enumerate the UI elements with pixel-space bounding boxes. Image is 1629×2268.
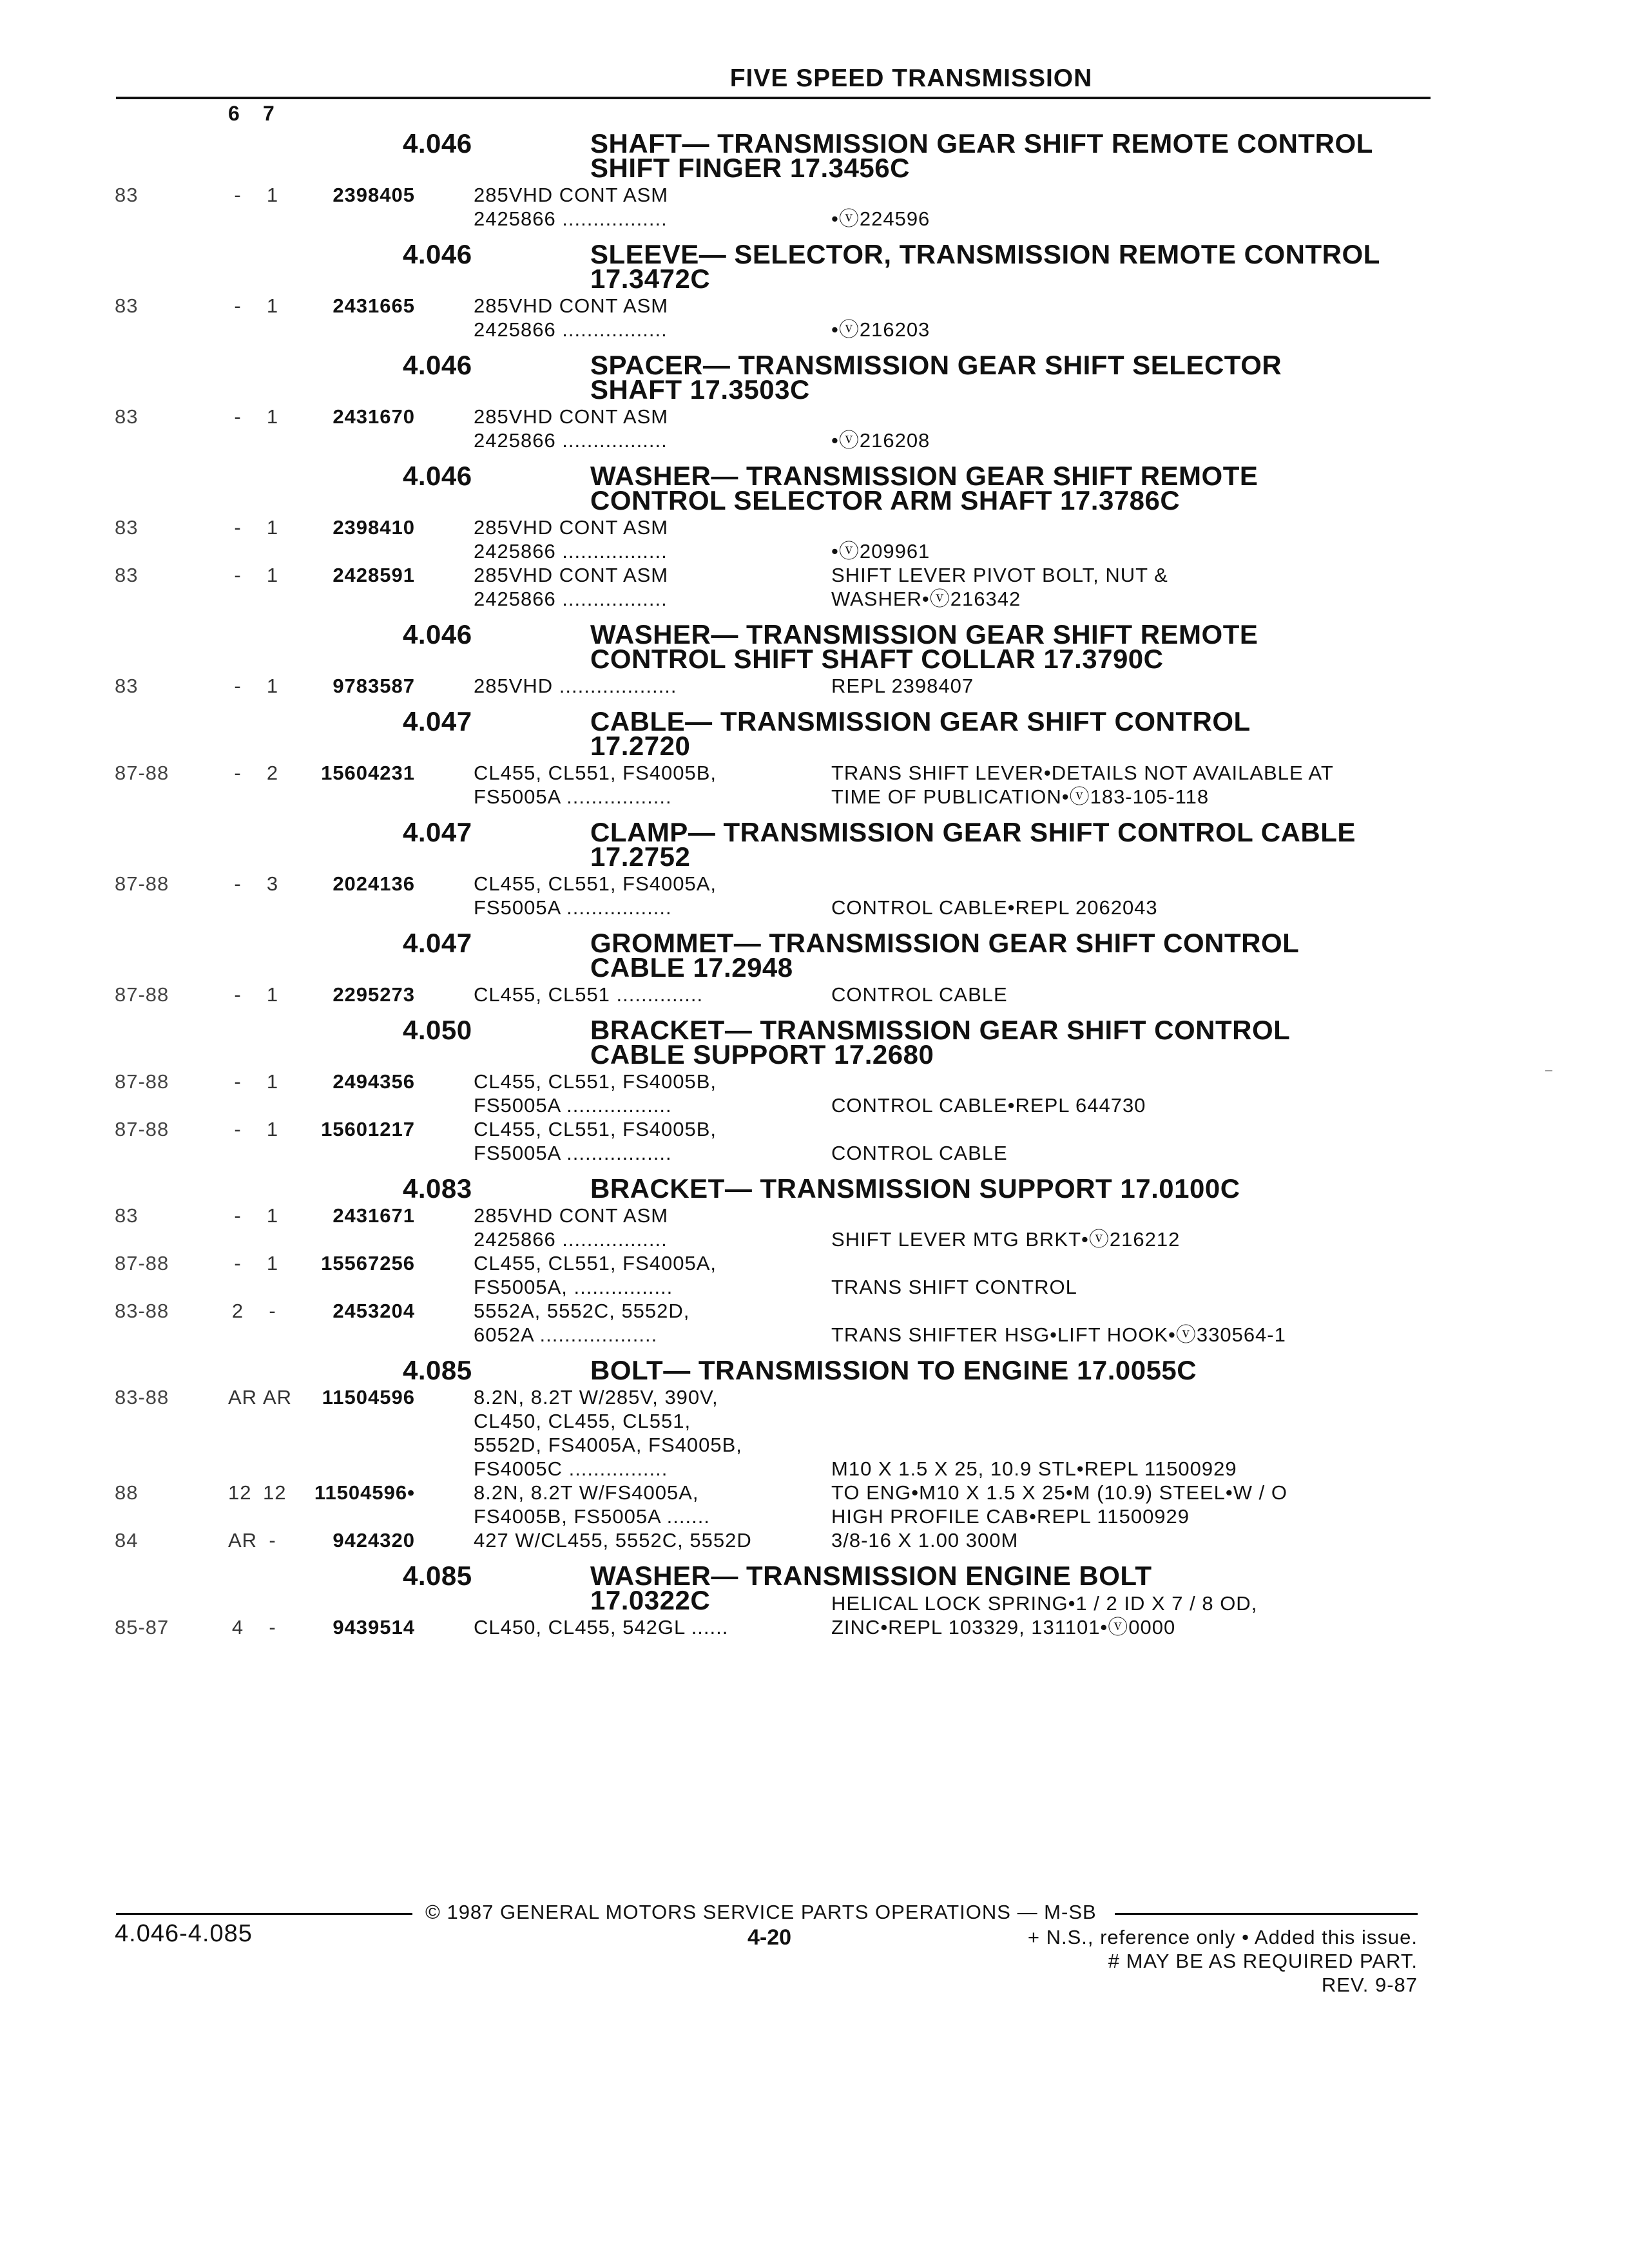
catalog-section (0, 809, 1629, 919)
part-row (0, 872, 1629, 919)
catalog-section (0, 919, 1629, 1006)
part-number: 9439514 (333, 1616, 415, 1639)
quantity-col-7: - (269, 1300, 276, 1322)
part-row (0, 563, 1629, 611)
quantity-col-7: AR (263, 1386, 293, 1408)
quantity-col-7: 1 (266, 1118, 279, 1140)
quantity-col-7: 1 (266, 184, 279, 206)
quantity-col-6: 12 (228, 1481, 252, 1504)
application-description: 285VHD CONT ASM 2425866 ................. (474, 184, 669, 230)
model-years: 87-88 (115, 1118, 169, 1140)
section-title: CABLE— TRANSMISSION GEAR SHIFT CONTROL 17.2720 (590, 706, 1251, 761)
model-years: 83 (115, 405, 139, 428)
part-remarks: •ⓥ216203 (831, 318, 930, 341)
section-number: 4.085 (403, 1561, 472, 1591)
catalog-section (0, 120, 1629, 231)
part-row (0, 674, 1629, 698)
part-row (0, 1528, 1629, 1552)
part-remarks: CONTROL CABLE•REPL 2062043 (831, 896, 1158, 919)
part-remarks: TRANS SHIFTER HSG•LIFT HOOK•ⓥ330564-1 (831, 1323, 1286, 1346)
section-heading (0, 231, 1629, 294)
part-number: 2494356 (333, 1070, 415, 1093)
quantity-col-7: 1 (266, 564, 279, 586)
section-title: WASHER— TRANSMISSION ENGINE BOLT 17.0322C (590, 1561, 1152, 1615)
application-description: 285VHD CONT ASM 2425866 ................. (474, 516, 669, 562)
model-years: 87-88 (115, 872, 169, 895)
quantity-col-6: - (234, 516, 242, 539)
part-row (0, 1251, 1629, 1299)
footer-rule-right (1115, 1913, 1418, 1915)
part-row (0, 1204, 1629, 1251)
application-description: CL455, CL551, FS4005B, FS5005A ................. (474, 1118, 717, 1164)
section-number: 4.046 (403, 350, 472, 380)
part-row (0, 983, 1629, 1006)
footer-legend: + N.S., reference only • Added this issue. # MAY BE AS REQUIRED PART. REV. 9-87 (1027, 1926, 1418, 1996)
section-heading (0, 1165, 1629, 1204)
part-number: 9424320 (333, 1529, 415, 1552)
quantity-col-6: - (234, 1118, 242, 1140)
part-remarks: •ⓥ224596 (831, 207, 930, 230)
part-row (0, 761, 1629, 809)
model-years: 88 (115, 1481, 139, 1504)
quantity-col-6: 4 (231, 1616, 244, 1639)
section-title: BRACKET— TRANSMISSION SUPPORT 17.0100C (590, 1173, 1240, 1204)
quantity-col-6: - (234, 872, 242, 895)
quantity-col-6: - (234, 564, 242, 586)
application-description: CL455, CL551, FS4005A, FS5005A, ................ (474, 1252, 717, 1298)
catalog-section (0, 611, 1629, 698)
part-number: 11504596 (322, 1386, 415, 1408)
quantity-col-6: AR (228, 1386, 258, 1408)
section-heading (0, 1347, 1629, 1385)
quantity-col-6: - (234, 184, 242, 206)
page-number: 4-20 (747, 1925, 792, 1950)
part-row (0, 1117, 1629, 1165)
page-title: FIVE SPEED TRANSMISSION (729, 64, 1093, 92)
part-remarks: SHIFT LEVER PIVOT BOLT, NUT & WASHER•ⓥ216342 (831, 564, 1168, 610)
model-years: 85-87 (115, 1616, 169, 1639)
part-remarks: •ⓥ216208 (831, 429, 930, 452)
quantity-col-6: - (234, 1252, 242, 1274)
quantity-col-7: - (269, 1616, 276, 1639)
model-years: 87-88 (115, 1252, 169, 1274)
quantity-col-6: - (234, 1204, 242, 1227)
column-header-6: 6 (228, 102, 240, 125)
section-number: 4.047 (403, 706, 472, 736)
catalog-section (0, 1347, 1629, 1552)
section-title: BRACKET— TRANSMISSION GEAR SHIFT CONTROL CABLE SUPPORT 17.2680 (590, 1015, 1291, 1070)
part-row (0, 1385, 1629, 1481)
part-row (0, 294, 1629, 341)
part-number: 15601217 (321, 1118, 415, 1140)
section-number: 4.050 (403, 1015, 472, 1045)
section-number: 4.046 (403, 239, 472, 269)
quantity-col-7: 2 (266, 762, 279, 784)
section-title: WASHER— TRANSMISSION GEAR SHIFT REMOTE CONTROL SHIFT SHAFT COLLAR 17.3790C (590, 619, 1258, 674)
section-heading (0, 698, 1629, 761)
part-remarks: CONTROL CABLE (831, 983, 1008, 1006)
section-number: 4.083 (403, 1173, 472, 1204)
section-heading (0, 809, 1629, 872)
quantity-col-7: 1 (266, 405, 279, 428)
section-title: SHAFT— TRANSMISSION GEAR SHIFT REMOTE CONTROL SHIFT FINGER 17.3456C (590, 128, 1373, 183)
part-number: 2428591 (333, 564, 415, 586)
part-remarks: HELICAL LOCK SPRING•1 / 2 ID X 7 / 8 OD, ZINC•REPL 103329, 131101•ⓥ0000 (831, 1592, 1258, 1639)
part-number: 2453204 (333, 1300, 415, 1322)
application-description: 285VHD CONT ASM 2425866 ................. (474, 405, 669, 452)
quantity-col-7: 1 (266, 294, 279, 317)
application-description: CL455, CL551 .............. (474, 983, 704, 1006)
section-title: SPACER— TRANSMISSION GEAR SHIFT SELECTOR SHAFT 17.3503C (590, 350, 1282, 405)
part-remarks: CONTROL CABLE (831, 1142, 1008, 1164)
model-years: 84 (115, 1529, 139, 1552)
application-description: 5552A, 5552C, 5552D, 6052A ................... (474, 1300, 690, 1346)
model-years: 87-88 (115, 983, 169, 1006)
section-number: 4.046 (403, 461, 472, 491)
part-number: 2398410 (333, 516, 415, 539)
quantity-col-6: - (234, 675, 242, 697)
part-number: 2295273 (333, 983, 415, 1006)
section-number: 4.047 (403, 817, 472, 847)
quantity-col-6: - (234, 294, 242, 317)
application-description: 285VHD ................... (474, 675, 677, 697)
quantity-col-7: 1 (266, 1252, 279, 1274)
part-remarks: M10 X 1.5 X 25, 10.9 STL•REPL 11500929 (831, 1457, 1237, 1480)
quantity-col-6: - (234, 762, 242, 784)
quantity-col-6: - (234, 983, 242, 1006)
model-years: 83 (115, 184, 139, 206)
quantity-col-7: 1 (266, 1070, 279, 1093)
catalog-section (0, 1165, 1629, 1347)
part-row (0, 1481, 1629, 1528)
part-remarks: TRANS SHIFT CONTROL (831, 1276, 1077, 1298)
section-heading (0, 611, 1629, 674)
part-row (0, 405, 1629, 452)
part-row (0, 183, 1629, 231)
model-years: 83 (115, 294, 139, 317)
model-years: 83 (115, 675, 139, 697)
quantity-col-6: - (234, 405, 242, 428)
section-title: CLAMP— TRANSMISSION GEAR SHIFT CONTROL CABLE 17.2752 (590, 817, 1356, 872)
model-years: 83-88 (115, 1386, 169, 1408)
part-number: 15604231 (321, 762, 415, 784)
part-number: 15567256 (321, 1252, 415, 1274)
part-number: 11504596• (314, 1481, 415, 1504)
section-number: 4.046 (403, 619, 472, 649)
quantity-col-7: 1 (266, 675, 279, 697)
part-remarks: 3/8-16 X 1.00 300M (831, 1529, 1019, 1552)
part-number: 2024136 (333, 872, 415, 895)
parts-list (0, 120, 1629, 1639)
application-description: CL455, CL551, FS4005B, FS5005A ................. (474, 762, 717, 808)
section-number: 4.046 (403, 128, 472, 159)
model-years: 87-88 (115, 1070, 169, 1093)
application-description: 285VHD CONT ASM 2425866 ................. (474, 564, 669, 610)
part-row (0, 1299, 1629, 1347)
quantity-col-7: 1 (266, 516, 279, 539)
application-description: 8.2N, 8.2T W/FS4005A, FS4005B, FS5005A ....... (474, 1481, 710, 1528)
section-heading (0, 919, 1629, 983)
scan-mark: – (1545, 1063, 1553, 1077)
application-description: CL450, CL455, 542GL ...... (474, 1616, 729, 1639)
model-years: 83 (115, 516, 139, 539)
section-title: GROMMET— TRANSMISSION GEAR SHIFT CONTROL CABLE 17.2948 (590, 928, 1300, 983)
catalog-section (0, 231, 1629, 341)
part-remarks: SHIFT LEVER MTG BRKT•ⓥ216212 (831, 1228, 1181, 1251)
part-number: 9783587 (333, 675, 415, 697)
section-heading (0, 452, 1629, 515)
quantity-col-7: 1 (266, 983, 279, 1006)
section-title: WASHER— TRANSMISSION GEAR SHIFT REMOTE CONTROL SELECTOR ARM SHAFT 17.3786C (590, 461, 1258, 515)
section-heading (0, 341, 1629, 405)
part-remarks: •ⓥ209961 (831, 540, 930, 562)
part-remarks: CONTROL CABLE•REPL 644730 (831, 1094, 1146, 1117)
quantity-col-7: 3 (266, 872, 279, 895)
catalog-section (0, 698, 1629, 809)
part-number: 2398405 (333, 184, 415, 206)
part-row (0, 1070, 1629, 1117)
catalog-section (0, 1552, 1629, 1639)
model-years: 83-88 (115, 1300, 169, 1322)
footer-rule-left (116, 1913, 412, 1915)
quantity-col-7: - (269, 1529, 276, 1552)
part-remarks: REPL 2398407 (831, 675, 974, 697)
application-description: CL455, CL551, FS4005A, FS5005A ................. (474, 872, 717, 919)
part-number: 2431671 (333, 1204, 415, 1227)
model-years: 83 (115, 1204, 139, 1227)
model-years: 87-88 (115, 762, 169, 784)
footer-copyright: © 1987 GENERAL MOTORS SERVICE PARTS OPERATIONS — M-SB (425, 1901, 1097, 1923)
part-number: 2431670 (333, 405, 415, 428)
section-title: BOLT— TRANSMISSION TO ENGINE 17.0055C (590, 1355, 1197, 1385)
application-description: 285VHD CONT ASM 2425866 ................. (474, 1204, 669, 1251)
section-title: SLEEVE— SELECTOR, TRANSMISSION REMOTE CONTROL 17.3472C (590, 239, 1380, 294)
header-rule (116, 97, 1431, 99)
model-years: 83 (115, 564, 139, 586)
quantity-col-6: - (234, 1070, 242, 1093)
section-heading (0, 1006, 1629, 1070)
application-description: CL455, CL551, FS4005B, FS5005A ................. (474, 1070, 717, 1117)
quantity-col-7: 12 (263, 1481, 287, 1504)
part-remarks: TO ENG•M10 X 1.5 X 25•M (10.9) STEEL•W / O HIGH PROFILE CAB•REPL 11500929 (831, 1481, 1287, 1528)
section-number: 4.047 (403, 928, 472, 958)
quantity-col-7: 1 (266, 1204, 279, 1227)
catalog-section (0, 1006, 1629, 1165)
application-description: 285VHD CONT ASM 2425866 ................. (474, 294, 669, 341)
part-remarks: TRANS SHIFT LEVER•DETAILS NOT AVAILABLE AT TIME OF PUBLICATION•ⓥ183-105-118 (831, 762, 1334, 808)
application-description: 427 W/CL455, 5552C, 5552D (474, 1529, 752, 1552)
catalog-section (0, 452, 1629, 611)
part-row (0, 515, 1629, 563)
quantity-col-6: AR (228, 1529, 258, 1552)
catalog-section (0, 341, 1629, 452)
application-description: 8.2N, 8.2T W/285V, 390V, CL450, CL455, CL551, 5552D, FS4005A, FS4005B, FS4005C ................ (474, 1386, 742, 1480)
section-number: 4.085 (403, 1355, 472, 1385)
footer-section-range: 4.046-4.085 (115, 1920, 253, 1947)
section-heading (0, 120, 1629, 183)
part-row (0, 1592, 1629, 1639)
column-header-7: 7 (263, 102, 275, 125)
quantity-col-6: 2 (231, 1300, 244, 1322)
part-number: 2431665 (333, 294, 415, 317)
